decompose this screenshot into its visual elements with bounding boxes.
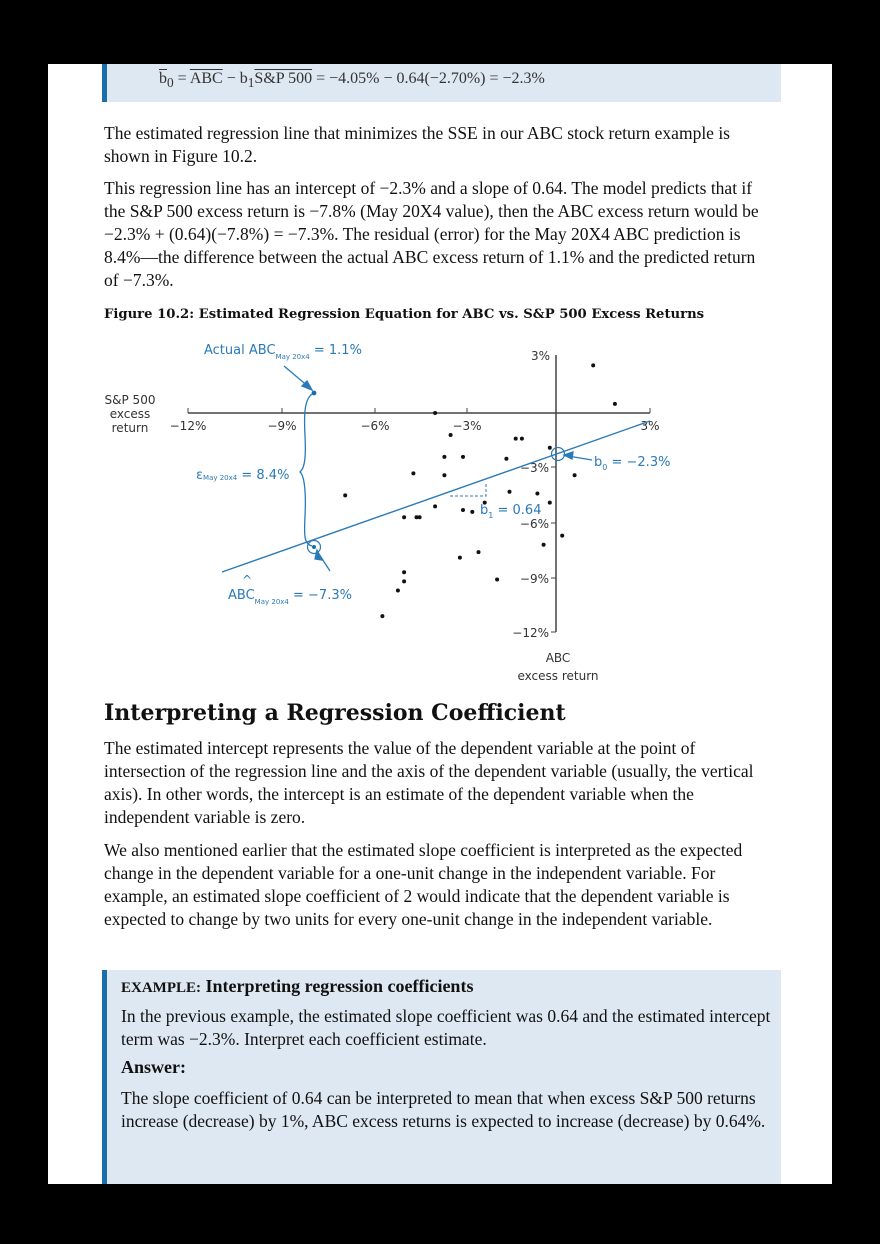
data-point bbox=[542, 543, 546, 547]
x-tick-m12: −12% bbox=[169, 419, 207, 433]
data-point bbox=[402, 515, 406, 519]
y-tick-m12: −12% bbox=[512, 626, 549, 640]
formula-b0: $\overline{b}$ bbox=[159, 70, 167, 87]
regression-line bbox=[222, 421, 650, 572]
axes bbox=[188, 355, 650, 632]
formula-sp-mean: S&P 500 bbox=[254, 70, 313, 87]
example-box bbox=[102, 970, 781, 1184]
example-title bbox=[121, 976, 473, 997]
example-answer: The slope coefficient of 0.64 can be interpreted to mean that when excess S&P 500 returns increase (decrease) by 1%, ABC excess returns is expected to increase (decrease) by 0.64%. bbox=[121, 1088, 766, 1131]
data-point bbox=[449, 433, 453, 437]
data-point bbox=[380, 614, 384, 618]
y-tick-m3: −3% bbox=[519, 461, 549, 475]
data-point bbox=[548, 501, 552, 505]
residual-brace bbox=[300, 394, 312, 546]
x-tick-m9: −9% bbox=[267, 419, 297, 433]
data-point bbox=[461, 508, 465, 512]
annotation-predicted: $ABC_{May 20x4} = -7.3\%$ bbox=[228, 588, 352, 606]
axis-label-abc-2: excess return bbox=[517, 669, 599, 683]
formula-eq: = bbox=[173, 70, 190, 87]
intercept-formula bbox=[159, 70, 545, 91]
example-label: EXAMPLE: bbox=[121, 980, 201, 996]
paragraph-intercept-meaning: The estimated intercept represents the value of the dependent variable at the point of intersection of the regression line and the axis of the dependent variable (usually, the vertical axis). In other words, the intercept is an estimate of the dependent variable when the independent variable is zero. bbox=[104, 738, 754, 827]
x-tick-p3: 3% bbox=[640, 419, 660, 433]
formula-b1-sub: 1 bbox=[247, 75, 255, 91]
y-tick-p3: 3% bbox=[530, 349, 550, 363]
annotation-slope: $b_1 = 0.64$ bbox=[480, 503, 542, 520]
formula-result: = −4.05% − 0.64(−2.70%) = −2.3% bbox=[312, 70, 545, 87]
answer-label: Answer: bbox=[121, 1057, 186, 1077]
data-point bbox=[458, 556, 462, 560]
data-point bbox=[573, 473, 577, 477]
data-point bbox=[442, 473, 446, 477]
data-point bbox=[461, 455, 465, 459]
formula-minus: − bbox=[222, 70, 240, 87]
axis-label-sp500-2: excess bbox=[109, 407, 151, 421]
paragraph-regression-line: The estimated regression line that minimizes the SSE in our ABC stock return example is shown in Figure 10.2. bbox=[104, 123, 730, 166]
formula-b1: b bbox=[239, 70, 248, 87]
formula-abc-mean: $\overline{ABC}$ bbox=[189, 70, 223, 87]
axis-label-abc-1: ABC bbox=[545, 651, 571, 665]
data-point bbox=[504, 457, 508, 461]
svg-text:^: ^ bbox=[242, 573, 253, 587]
formula-box bbox=[102, 64, 781, 102]
x-tick-m6: −6% bbox=[360, 419, 390, 433]
data-point bbox=[433, 411, 437, 415]
example-title-text: Interpreting regression coefficients bbox=[201, 976, 474, 996]
scatter-points bbox=[343, 363, 617, 618]
paragraph-slope-meaning: We also mentioned earlier that the estimated slope coefficient is interpreted as the expected change in the dependent variable for a one-unit change in the independent variable. For example, an estimated slope coefficient of 2 would indicate that the dependent variable is expected to change by two units for every one-unit change in the independent variable. bbox=[104, 840, 743, 929]
data-point bbox=[591, 363, 595, 367]
data-point bbox=[495, 578, 499, 582]
data-point bbox=[433, 504, 437, 508]
axis-label-sp500-3: return bbox=[111, 421, 149, 435]
data-point bbox=[508, 490, 512, 494]
data-point bbox=[442, 455, 446, 459]
actual-point bbox=[312, 391, 317, 396]
annotation-residual: εMay 20x4 = 8.4% bbox=[196, 468, 290, 483]
data-point bbox=[520, 437, 524, 441]
paragraph-intercept-slope: This regression line has an intercept of −2.3% and a slope of 0.64. The model predicts that if the S&P 500 excess return is −7.8% (May 20X4 value), then the ABC excess return would be −2.3% + (0.64)(−7.8%) = −7.3%. The residual (error) for the May 20X4 ABC prediction is 8.4%—the difference between the actual ABC excess return of 1.1% and the predicted return of −7.3%. bbox=[104, 178, 759, 290]
data-point bbox=[477, 550, 481, 554]
annotation-intercept: $b_0 = -2.3\%$ bbox=[594, 455, 671, 472]
data-point bbox=[402, 579, 406, 583]
x-tick-m3: −3% bbox=[452, 419, 482, 433]
formula-b0-sub: 0 bbox=[167, 75, 174, 91]
data-point bbox=[343, 493, 347, 497]
data-point bbox=[418, 515, 422, 519]
data-point bbox=[411, 471, 415, 475]
document-page bbox=[48, 64, 832, 1184]
y-tick-m9: −9% bbox=[519, 572, 549, 586]
annotation-actual: Actual $ABC_{May 20x4} = 1.1\%$ bbox=[204, 343, 362, 361]
section-heading: Interpreting a Regression Coefficient bbox=[104, 700, 566, 726]
data-point bbox=[514, 437, 518, 441]
example-question: In the previous example, the estimated slope coefficient was 0.64 and the estimated intercept term was −2.3%. Interpret each coefficient estimate. bbox=[121, 1006, 771, 1049]
regression-chart bbox=[100, 336, 740, 692]
data-point bbox=[470, 510, 474, 514]
axis-label-sp500-1: S&P 500 bbox=[104, 393, 156, 407]
data-point bbox=[535, 492, 539, 496]
y-tick-m6: −6% bbox=[519, 517, 549, 531]
data-point bbox=[548, 446, 552, 450]
figure-caption: Figure 10.2: Estimated Regression Equation for ABC vs. S&P 500 Excess Returns bbox=[104, 307, 705, 322]
data-point bbox=[560, 534, 564, 538]
data-point bbox=[402, 570, 406, 574]
data-point bbox=[613, 402, 617, 406]
data-point bbox=[396, 589, 400, 593]
